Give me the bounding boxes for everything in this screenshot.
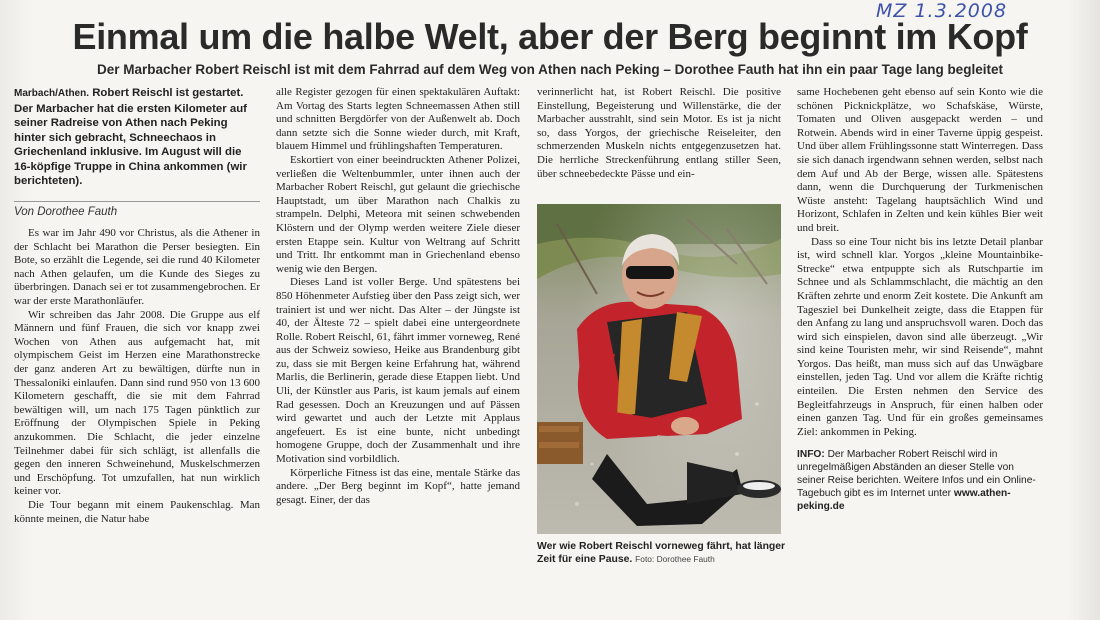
lead-dateline: Marbach/Athen.: [14, 88, 90, 99]
photo-caption-text: Wer wie Robert Reischl vorneweg fährt, hat länger Zeit für eine Pause.: [537, 541, 786, 565]
paragraph: Dieses Land ist voller Berge. Und spätestens bei 850 Höhenmeter Aufstieg über den Pass zeigt sich, wer trainiert ist und wer nicht. Das Alter – der Jüngste ist 40, der Älteste 72 – spielt dabei eine untergeordnete Rolle. Robert Reischl, 61, fährt immer vorneweg, René aus der Schweiz sowieso, Heike aus Brandenburg gibt zu, dass sie mit Bergen keine Erfahrung hat, während Marlis, die Berlinerin, gerade diese Etappen liebt. Und Uli, der Künstler aus Paris, ist kaum jemals auf einem Rad gesessen. Doch an Kreuzungen und auf Pässen wird gewartet und auch der Letzte mit Applaus angefeuert. Es ist eine bunte, nicht unbedingt homogene Gruppe, doch der Zusammenhalt und ihre Motivation sind vorbildlich.: [276, 276, 520, 466]
paragraph: Körperliche Fitness ist das eine, mentale Stärke das andere. „Der Berg beginnt im Kopf“, hatte jemand gesagt. Einer, der das: [276, 466, 520, 506]
photo-caption: [537, 540, 787, 566]
article-column-1: [14, 86, 260, 526]
article-column-2: [276, 86, 520, 507]
paragraph: Wir schreiben das Jahr 2008. Die Gruppe aus elf Männern und fünf Frauen, die sich vor knapp zwei Wochen von Athen aus aufgemacht hat, mit olympischem Geist im Herzen eine Marathonstrecke der ganz anderen Art zu bewältigen, dürfte nun in Thessaloniki einlaufen. Dann sind rund 950 von 13 600 Kilometern geschafft, die sie mit dem Fahrrad bewältigen will, um nach 175 Tagen pünktlich zur Eröffnung der Olympischen Spiele in Peking anzukommen. Die Schlacht, die jeder einzelne Teilnehmer dabei für sich schlägt, ist allenfalls die gegen den inneren Schweinehund, Muskelschmerzen und Erschöpfung. Tot umzufallen, hat nun wirklich keiner vor.: [14, 308, 260, 498]
info-label: INFO:: [797, 449, 825, 461]
article-column-4: [797, 86, 1043, 513]
article-column-3: [537, 86, 781, 181]
article-byline: Von Dorothee Fauth: [14, 205, 118, 218]
handwritten-date-note: MZ 1.3.2008: [876, 0, 1008, 22]
article-subheadline: Der Marbacher Robert Reischl ist mit dem Fahrrad auf dem Weg von Athen nach Peking – Dorothee Fauth hat ihn ein paar Tage lang begleitet: [97, 62, 1003, 77]
article-lead: [14, 86, 260, 189]
article-headline: Einmal um die halbe Welt, aber der Berg beginnt im Kopf: [72, 16, 1028, 57]
article-photo: [537, 204, 781, 534]
paragraph: verinnerlicht hat, ist Robert Reischl. Die positive Einstellung, Begeisterung und Willenstärke, die der Marbacher ausstrahlt, sind sein Motor. Es ist ja nicht so, dass Yorgos, der griechische Reiseleiter, den schmerzenden Muskeln nichts entgegenzusetzen hat. Die herrliche Streckenführung entlang stiller Seen, über schneebedeckte Pässe und ein-: [537, 86, 781, 180]
paragraph: Die Tour begann mit einem Paukenschlag. Man könnte meinen, die Natur habe: [14, 498, 260, 525]
info-box: [797, 449, 1043, 513]
byline-divider: [14, 201, 260, 202]
paragraph: Es war im Jahr 490 vor Christus, als die Athener in der Schlacht bei Marathon die Perser besiegten. Ein Bote, so erzählt die Legende, sei die rund 40 Kilometer nach Athen gelaufen, um die Kunde des Sieges zu überbringen. Danach sei er tot zusammengebrochen. Er war der erste Marathonläufer.: [14, 227, 260, 308]
paragraph: alle Register gezogen für einen spektakulären Auftakt: Am Vortag des Starts legten Schneemassen Athen still und schnitten Bergdörfer von der Außenwelt ab. Doch dann setzte sich die Sonne wieder durch, mit Kraft, blauem Himmel und frühlingshaften Temperaturen.: [276, 86, 520, 153]
info-text: Der Marbacher Robert Reischl wird in unregelmäßigen Abständen an dieser Stelle von seiner Reise berichten. Weitere Infos und ein Online-Tagebuch gibt es im Internet unter: [797, 449, 1036, 499]
paragraph: Dass so eine Tour nicht bis ins letzte Detail planbar ist, wird schnell klar. Yorgos „kleine Mountainbike-Strecke“ etwa entpuppte sich als Rutschpartie im Schnee und als Schlammschlacht, die mächtig an den Kräften zehrte und enorm Zeit kostete. Die Ankunft am Tagesziel bei Dunkelheit zeigte, dass die Etappen für den Anfang zu lang und anspruchsvoll waren. Doch das wird sich einspielen, davon sind alle überzeugt. „Wir sind keine Touristen mehr, wir sind Reisende“, mahnt Yorgos. Das heißt, man muss sich auf das Unwägbare einstellen, jeden Tag. Und vor allem die Kräfte richtig einteilen. Die Ersten nehmen den Service des Begleitfahrzeugs in Anspruch, für einen halben oder einen ganzen Tag. Und für ein großes gemeinsames Ziel: ankommen in Peking.: [797, 235, 1043, 438]
photo-credit: Foto: Dorothee Fauth: [635, 554, 715, 564]
info-website-link[interactable]: www.athen-peking.de: [797, 487, 1011, 512]
paragraph: same Hochebenen geht ebenso auf sein Konto wie die schönen Picknickplätze, wo Schafskäse, Würste, Tomaten und Oliven ausgepackt werden – und Rotwein. Abends wird in einer Taverne üppig gespeist. Und über allem Frühlingssonne statt Winterregen. Dass sie sich danach irgendwann sehnen werden, selbst nach dem Auf und Ab der Berge, wissen alle. Spätestens dann, wenn die Durchquerung der Turkmenischen Wüste ansteht: Tagelang hauptsächlich Wind und Horizont, Schlafen in Zelten und kein kühles Bier weit und breit.: [797, 86, 1043, 234]
paragraph: Eskortiert von einer beeindruckten Athener Polizei, verließen die Weltenbummler, unter ihnen auch der Marbacher Robert Reischl, gut gelaunt die griechische Hauptstadt, um über Marathon nach Chalkis zu strampeln. Delphi, Meteora mit seinen schwebenden Klöstern und der Olymp werden weitere Ziele dieser ersten Etappe sein. Kultur von Weltrang auf Schritt und Tritt. Ihr entkommt man in Griechenland ebenso wenig wie den Bergen.: [276, 153, 520, 275]
photo-cyclist-resting-image: [537, 204, 781, 534]
lead-text: Robert Reischl ist gestartet. Der Marbacher hat die ersten Kilometer auf seiner Radreise von Athen nach Peking hinter sich gebracht, Schneechaos in Griechenland inklusive. Im August will die 16-köpfige Truppe in China ankommen (wir berichteten).: [14, 87, 247, 187]
